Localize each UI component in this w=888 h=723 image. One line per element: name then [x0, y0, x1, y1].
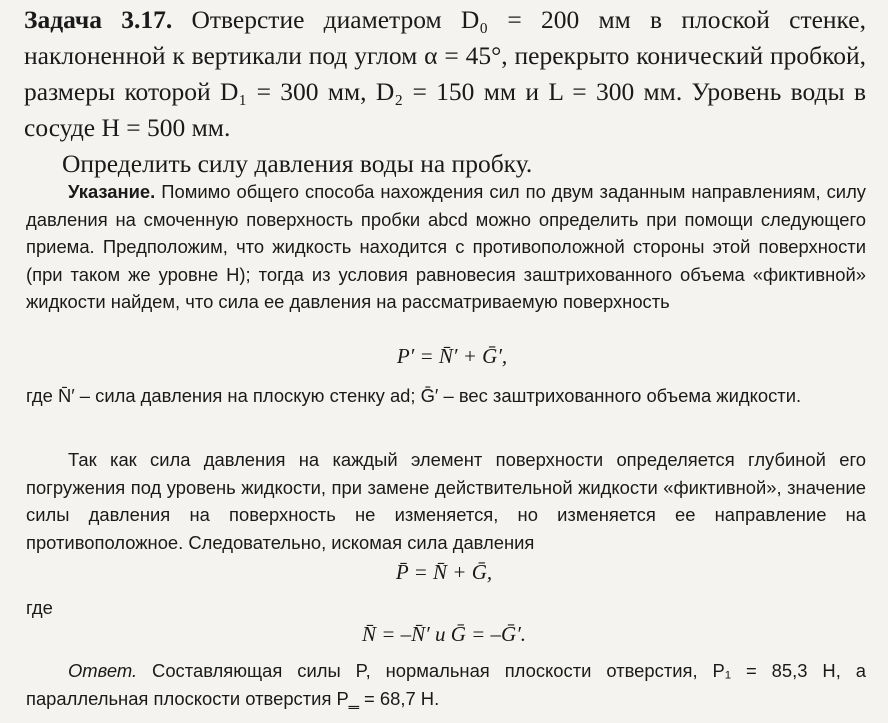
- formula-pressure-force: P̄ = N̄ + Ḡ,: [395, 560, 493, 584]
- answer-label: Ответ.: [68, 660, 138, 681]
- task-statement: [0, 2, 888, 146]
- task-title: Задача 3.17.: [24, 5, 173, 34]
- hint-text: Помимо общего способа нахождения сил по двум заданным направлениям, силу давления на смоченную поверхность пробки abcd можно определить при помощи следующего приема. Предположим, что жидкость находится с противоположной стороны этой поверхности (при таком же уровне H); тогда из условия равновесия заштрихованного объема «фиктивной» жидкости найдем, что сила ее давления на рассматриваемую поверхность: [26, 181, 866, 312]
- formula-relations: N̄ = –N̄′ и Ḡ = –Ḡ′.: [361, 622, 527, 646]
- answer-text: Составляющая силы P, нормальная плоскости отверстия, P₁ = 85,3 Н, а параллельная плоскости отверстия P‗ = 68,7 Н.: [26, 660, 866, 709]
- task-question: Определить силу давления воды на пробку.: [62, 149, 533, 178]
- where-label: где: [26, 597, 53, 618]
- answer-paragraph: [0, 657, 888, 712]
- task-text: Отверстие диаметром D₀ = 200 мм в плоской стенке, наклоненной к вертикали под углом α = 45°, перекрыто конический пробкой, размеры которой D₁ = 300 мм, D₂ = 150 мм и L = 300 мм. Уровень воды в сосуде H = 500 мм.: [24, 5, 867, 142]
- formula-fictive-force: P′ = N̄′ + Ḡ′,: [396, 344, 508, 368]
- explanation-paragraph: Так как сила давления на каждый элемент поверхности определяется глубиной его погружения под уровень жидкости, при замене действительной жидкости «фиктивной», значение силы давления на поверхность не изменяется, но изменяется ее направление на противоположное. Следовательно, искомая сила давления: [26, 449, 866, 553]
- hint-label: Указание.: [68, 181, 156, 202]
- hint-paragraph: [0, 178, 888, 316]
- where-definitions: где N̄′ – сила давления на плоскую стенку ad; Ḡ′ – вес заштрихованного объема жидкости.: [26, 385, 802, 406]
